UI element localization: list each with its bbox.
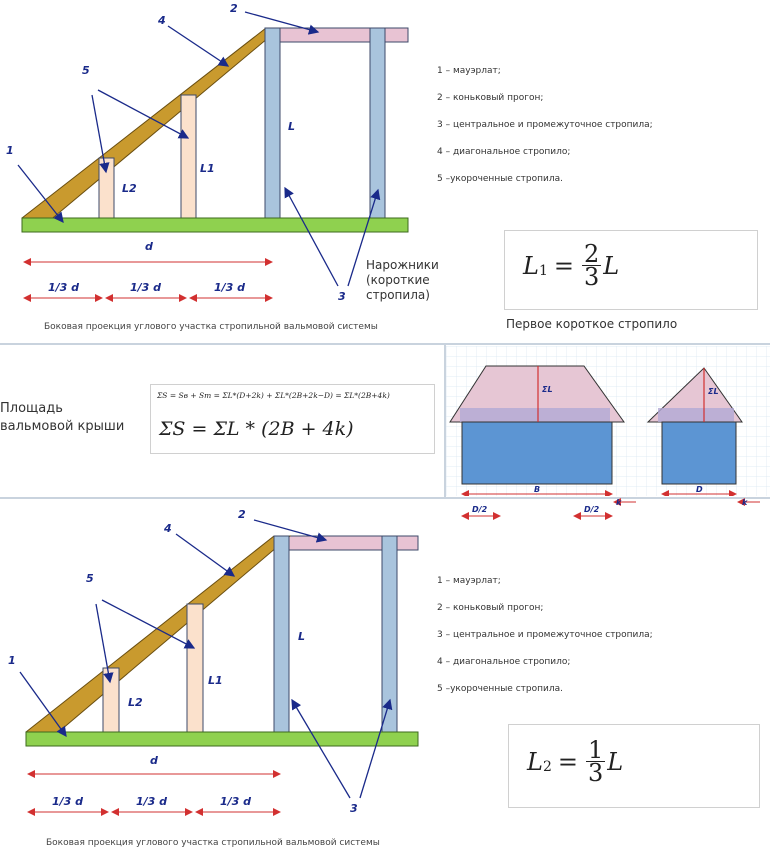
formula-l1-num: 2 — [583, 240, 600, 268]
formula-l1-caption: Первое короткое стропило — [506, 317, 678, 331]
formula-l2-rhs: L — [607, 747, 624, 776]
label-2: 2 — [230, 2, 238, 15]
central-rafter-post — [265, 28, 280, 218]
label-1: 1 — [8, 654, 16, 667]
legend-item: 3 – центральное и промежуточное стропила; — [437, 630, 653, 640]
label-4: 4 — [164, 522, 172, 535]
formula-l1-sub: 1 — [538, 262, 548, 279]
hip-roof-plan-diagram — [446, 346, 770, 496]
label-third-1: 1/3 d — [52, 795, 84, 808]
wall-long-side — [462, 422, 612, 484]
legend-item: 4 – диагональное стропило; — [437, 657, 571, 667]
formula-l1-lhs: L — [523, 251, 539, 280]
wall-plate — [26, 732, 418, 746]
label-L: L — [288, 120, 296, 133]
hip-roof-area-title: Площадь вальмовой крыши — [0, 401, 125, 434]
label-d: d — [145, 240, 153, 253]
legend-item: 2 – коньковый прогон; — [437, 93, 544, 103]
label-sigma-l-long: ΣL — [542, 385, 553, 394]
wall-plate — [22, 218, 408, 232]
arrow-3a — [292, 700, 350, 798]
formula-l2-den: 3 — [587, 759, 604, 787]
label-third-1: 1/3 d — [48, 281, 80, 294]
label-third-3: 1/3 d — [220, 795, 252, 808]
label-L2: L2 — [128, 696, 143, 709]
legend-item: 5 –укороченные стропила. — [437, 174, 563, 184]
top-caption: Боковая проекция углового участка стропильной вальмовой системы — [44, 322, 378, 332]
label-5: 5 — [82, 64, 90, 77]
bottom-caption: Боковая проекция углового участка стропильной вальмовой системы — [46, 838, 380, 848]
area-formula-small: ΣS = Sв + Sт = ΣL*(D+2k) + ΣL*(2B+2k−D) = ΣL*(2B+4k) — [157, 391, 390, 400]
legend-item: 3 – центральное и промежуточное стропила; — [437, 120, 653, 130]
legend-item: 1 – мауэрлат; — [437, 576, 501, 586]
short-rafter-l1 — [181, 95, 196, 218]
formula-l1-box — [504, 230, 758, 310]
legend-item: 4 – диагональное стропило; — [437, 147, 571, 157]
plan-offset-dims — [446, 496, 770, 520]
divider-top — [0, 343, 770, 345]
roof-short-overlap — [658, 408, 734, 422]
central-rafter-post — [274, 536, 289, 732]
formula-l2-box — [508, 724, 760, 808]
bottom-legend — [437, 568, 653, 703]
formula-l1-rhs: L — [603, 251, 620, 280]
intermediate-rafter-post — [370, 28, 385, 218]
short-rafter-l1 — [187, 604, 203, 732]
diagonal-rafter — [26, 536, 290, 746]
formula-l2-eq: = — [557, 747, 578, 776]
label-L1: L1 — [208, 674, 223, 687]
arrow-3b — [360, 700, 390, 798]
formula-l1-den: 3 — [583, 263, 600, 291]
top-rafter-diagram — [0, 0, 420, 320]
label-1: 1 — [6, 144, 14, 157]
formula-l2-lhs: L — [527, 747, 543, 776]
arrow-4 — [176, 534, 234, 576]
formula-l2-num: 1 — [587, 736, 604, 764]
roof-long-overlap — [460, 408, 610, 422]
label-5: 5 — [86, 572, 94, 585]
arrow-3a — [285, 188, 338, 286]
short-rafter-l2 — [99, 158, 114, 218]
label-third-3: 1/3 d — [214, 281, 246, 294]
legend-item: 1 – мауэрлат; — [437, 66, 501, 76]
ridge-beam — [282, 536, 418, 550]
ridge-beam — [273, 28, 408, 42]
area-formula-box — [150, 384, 435, 454]
label-d: d — [150, 754, 158, 767]
label-4: 4 — [158, 14, 166, 27]
label-D: D — [696, 485, 703, 494]
label-3: 3 — [338, 290, 346, 303]
formula-l2-sub: 2 — [542, 758, 552, 775]
label-B: B — [534, 485, 541, 494]
label-2: 2 — [238, 508, 246, 521]
formula-l1-eq: = — [553, 251, 574, 280]
area-formula-big: ΣS = ΣL * (2B + 4k) — [159, 418, 354, 440]
label-k-left: k — [616, 498, 622, 507]
label-half-d-right: D/2 — [584, 505, 600, 514]
label-k-right: k — [742, 498, 748, 507]
short-rafters-note: Нарожники (короткие стропила) — [366, 258, 439, 302]
label-L1: L1 — [200, 162, 215, 175]
label-L: L — [298, 630, 306, 643]
bottom-rafter-diagram — [0, 500, 430, 830]
short-rafter-l2 — [103, 668, 119, 732]
arrow-4 — [168, 26, 228, 66]
label-third-2: 1/3 d — [130, 281, 162, 294]
label-L2: L2 — [122, 182, 137, 195]
label-3: 3 — [350, 802, 358, 815]
wall-short-side — [662, 422, 736, 484]
label-half-d-left: D/2 — [472, 505, 488, 514]
legend-item: 5 –укороченные стропила. — [437, 684, 563, 694]
diagonal-rafter — [22, 28, 280, 232]
label-third-2: 1/3 d — [136, 795, 168, 808]
legend-item: 2 – коньковый прогон; — [437, 603, 544, 613]
top-legend — [437, 58, 653, 193]
label-sigma-l-short: ΣL — [708, 387, 719, 396]
